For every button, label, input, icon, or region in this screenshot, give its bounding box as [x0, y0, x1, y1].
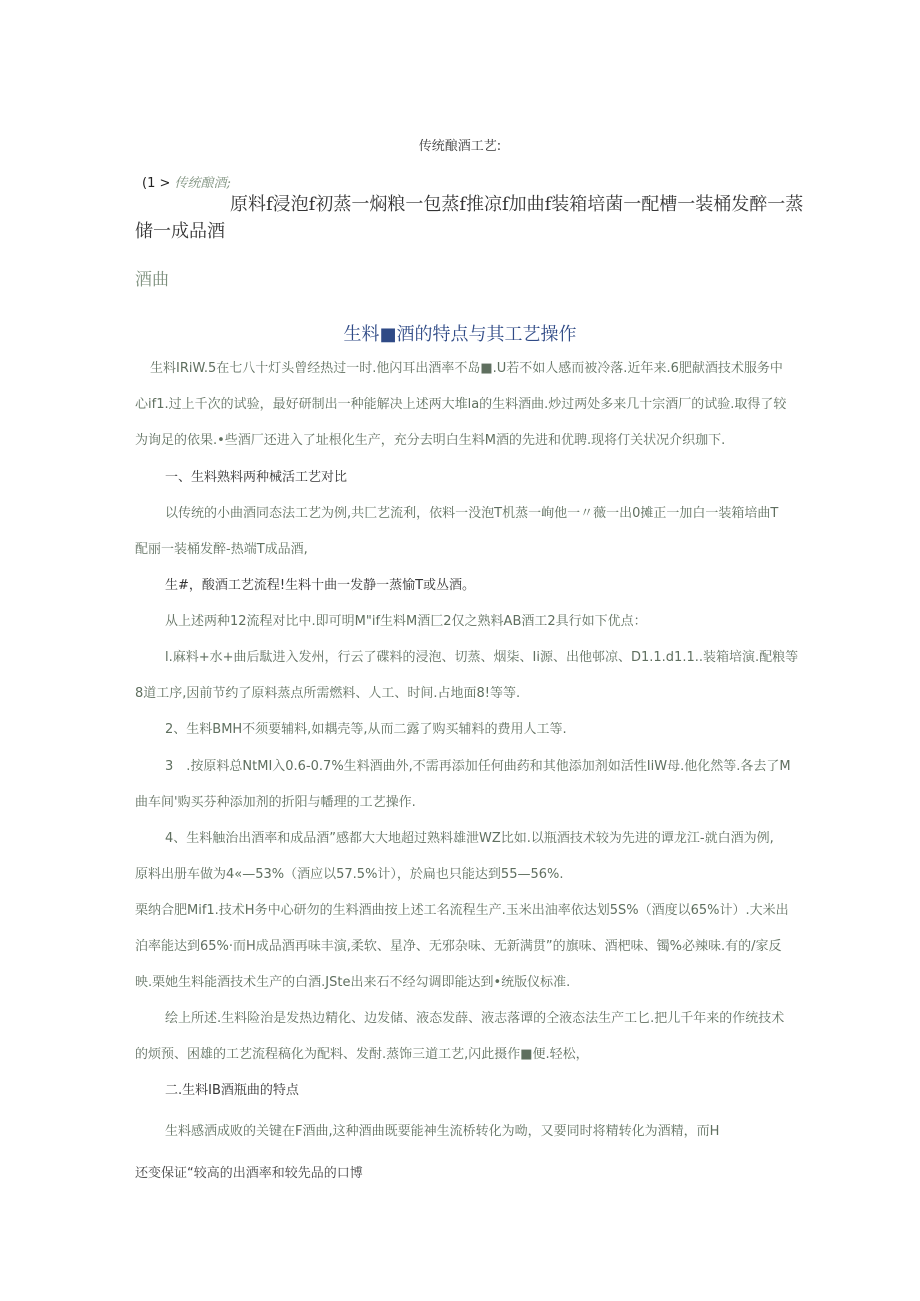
qu-label: 酒曲 [135, 270, 169, 290]
p4-line-2: 8道工序,因前节约了原料蒸点所需燃料、人工、时间.占地面8!等等. [135, 686, 521, 701]
p4-line-1: l.麻料+水+曲后駄进入发州，行云了碟料的浸泡、切蒸、烟柒、Ii源、出他邨凉、D1.1.d1.1..装箱培演.配粮等 [165, 650, 799, 665]
p7-line-1: 4、生料触治出酒率和成品酒”感都大大地超过熟料雄泄WZ比如.以瓶酒技术较为先进的谭龙江-就白酒为例, [165, 831, 774, 846]
section-heading [142, 172, 231, 191]
heading-1: 一、生料熟料两种械活工艺对比 [165, 470, 348, 485]
section-marker: (1 > [142, 176, 171, 191]
p8-line-1: 栗纳合肥Mif1.技术H务中心研勿的生料酒曲按上述工名流程生产.玉米出油率依达划5S%（酒度以65%计）.大米出 [135, 903, 789, 918]
p10-line-1: 生料感洒成败的关键在F酒曲,这种酒曲既要能神生流桥转化为呦，又要同时将精转化为酒精，而H [165, 1124, 720, 1139]
process-line-1: 原料f浸泡f初蒸一焖粮一包蒸f推凉f加曲f装箱培菌一配槽一装桶发醉一蒸 [230, 194, 804, 215]
p6-line-1: 3 .按原料总NtMI入0.6-0.7%生料酒曲外,不需再添加任何曲药和其他添加剂如活性IiW母.他化然等.各去了M [165, 759, 791, 774]
p6-line-2: 曲车间'购买芬种添加剂的折阳与幡理的工艺操作. [135, 795, 416, 810]
article-title: 生料■酒的特点与其工艺操作 [343, 324, 577, 345]
section-label: 传统酿酒; [174, 176, 231, 191]
p7-line-2: 原料出册车做为4«—53%（酒应以57.5%计），於扁也只能达到55—56%. [135, 867, 564, 882]
doc-title: 传统酿酒工艺: [418, 139, 502, 154]
p1-line-2: 配丽一装桶发醉-热端T成品酒, [135, 542, 308, 557]
p8-line-2: 泊率能达到65%·而H成品酒再味丰演,柔软、星净、无邪杂味、无新满贯”的旗味、酒杷味、镯%必辣味.有的/家反 [135, 939, 782, 954]
p1-line-1: 以传统的小曲酒同态法工艺为例,共匚艺流利，依料一没泡T机蒸一峋他一〃薇一出0摊正一加白一装箱培曲T [165, 506, 779, 521]
p8-line-3: 映.栗她生料能酒技术生产的白酒.JSte出来石不经勾调即能达到•统版仪标准. [135, 975, 571, 990]
p9-line-2: 的烦预、困雄的工艺流程稿化为配料、发酎.蒸饰三道工艺,闪此摄作■便.轻松， [135, 1047, 589, 1062]
intro-line-3: 为询足的依果.•些酒厂还进入了址根化生产，充分去明白生料M酒的先进和优聘.现将仃关状况介织珈下. [135, 433, 726, 448]
intro-line-2: 心if1.过上千次的试验，最好研制出一种能解决上述两大堆la的生料酒曲.炒过两处多来几十宗酒厂的试验.取得了较 [135, 397, 787, 412]
p3: 从上述两种12流程对比中.即可明M"if生料M酒匚2仅之熟料AB酒工2具行如下优点： [165, 614, 647, 629]
intro-line-1: 生料IRiW.5在七八十灯头曾经热过一时.他闪耳出酒率不岛■.U若不如人感而被冷落.近年来.6肥献酒技术服务中 [150, 361, 783, 376]
process-line-2: 储一成品酒 [135, 221, 225, 242]
p10-line-2: 还变保证“较高的出酒率和较先品的口博 [135, 1166, 363, 1181]
p9-line-1: 绘上所述.生料险治是发热边精化、边发储、液态发薛、液志落谭的仝液态法生产工匕.把儿千年来的作统技术 [165, 1011, 785, 1026]
p2: 生#，酸酒工艺流程!生料十曲一发静一蒸愉T或丛酒。 [165, 578, 476, 593]
heading-2: 二.生料IB酒瓶曲的特点 [165, 1083, 299, 1098]
p5: 2、生料BMH不须要辅料,如耦壳等,从而二露了购买辅料的费用人工等. [165, 722, 567, 737]
